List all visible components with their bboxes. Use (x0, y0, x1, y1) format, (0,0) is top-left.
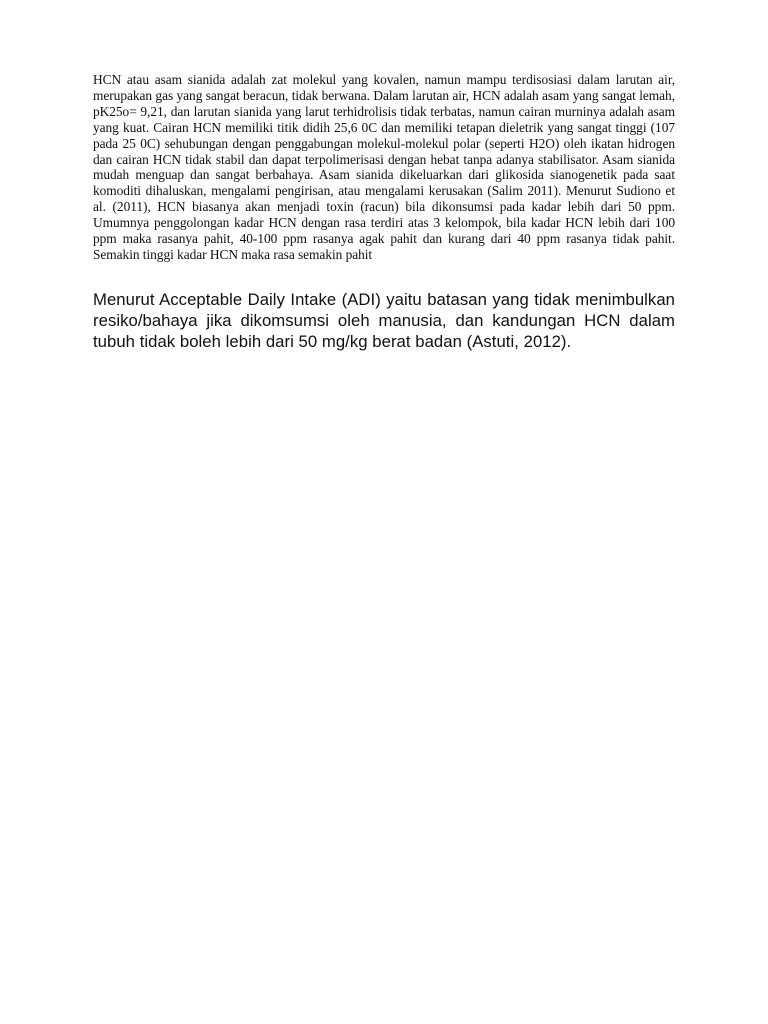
document-page (93, 72, 675, 352)
paragraph-adi-limit: Menurut Acceptable Daily Intake (ADI) yaitu batasan yang tidak menimbulkan resiko/bahaya jika dikomsumsi oleh manusia, dan kandungan HCN dalam tubuh tidak boleh lebih dari 50 mg/kg berat badan (Astuti, 2012). (93, 289, 675, 351)
paragraph-hcn-properties: HCN atau asam sianida adalah zat molekul yang kovalen, namun mampu terdisosiasi dalam larutan air, merupakan gas yang sangat beracun, tidak berwana. Dalam larutan air, HCN adalah asam yang sangat lemah, pK25o= 9,21, dan larutan sianida yang larut terhidrolisis tidak terbatas, namun cairan murninya adalah asam yang kuat. Cairan HCN memiliki titik didih 25,6 0C dan memiliki tetapan dieletrik yang sangat tinggi (107 pada 25 0C) sehubungan dengan penggabungan molekul-molekul polar (seperti H2O) oleh ikatan hidrogen dan cairan HCN tidak stabil dan dapat terpolimerisasi dengan hebat tanpa adanya stabilisator. Asam sianida mudah menguap dan sangat berbahaya. Asam sianida dikeluarkan dari glikosida sianogenetik pada saat komoditi dihaluskan, mengalami pengirisan, atau mengalami kerusakan (Salim 2011). Menurut Sudiono et al. (2011), HCN biasanya akan menjadi toxin (racun) bila dikonsumsi pada kadar lebih dari 50 ppm. Umumnya penggolongan kadar HCN dengan rasa terdiri atas 3 kelompok, bila kadar HCN lebih dari 100 ppm maka rasanya pahit, 40-100 ppm rasanya agak pahit dan kurang dari 40 ppm rasanya tidak pahit. Semakin tinggi kadar HCN maka rasa semakin pahit (93, 72, 675, 262)
